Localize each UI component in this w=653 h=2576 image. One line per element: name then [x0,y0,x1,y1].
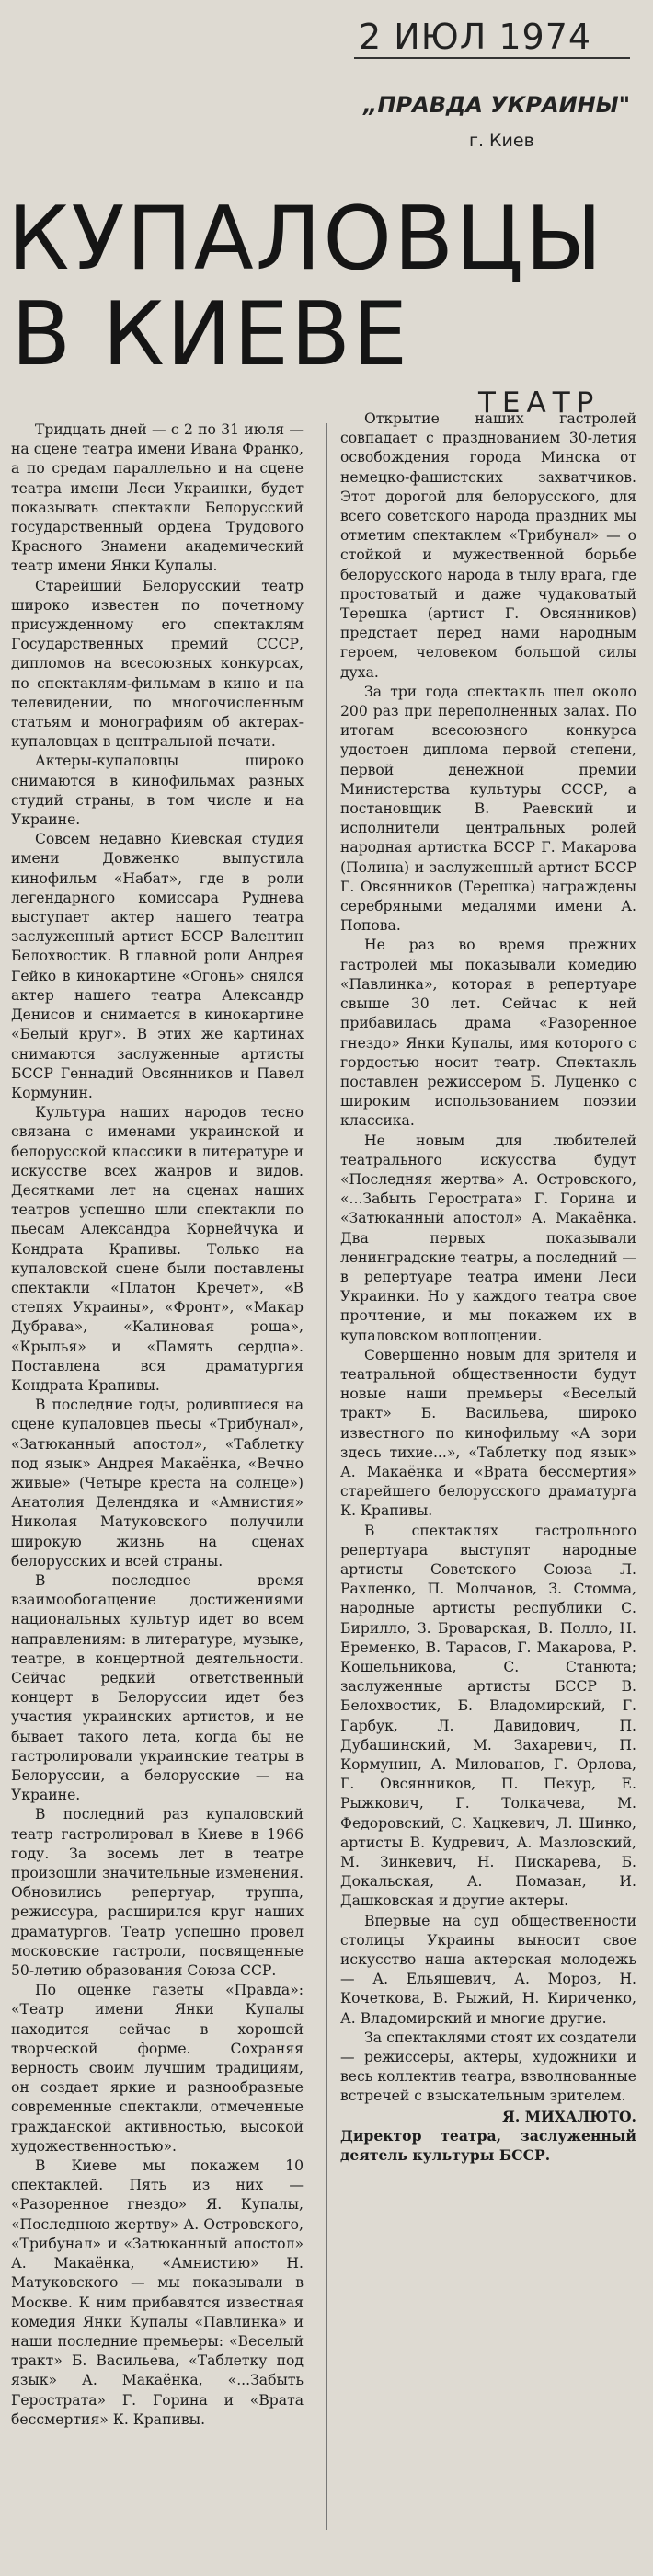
article-paragraph: За три года спектакль шел около 200 раз при переполненных залах. По итогам всесоюзного конкурса удостоен диплома первой степени, первой денежной премии Министерства культуры СССР, а постановщик В. Раевский и исполнители центральных ролей народная артистка БССР Г. Макарова (Полина) и заслуженный артист БССР Г. Овсянников (Терешка) награждены серебряными медалями имени А. Попова. [340,683,636,935]
article-paragraph: Впервые на суд общественности столицы Украины выносит свое искусство наша актерская молодежь — А. Ельяшевич, А. Мороз, Н. Кочеткова, В. Рыжий, Н. Кириченко, А. Владомирский и многие другие. [340,1912,636,2027]
author-title: Директор театра, заслуженный деятель культуры БССР. [340,2126,636,2165]
date-stamp: 2 ИЮЛ 1974 [359,17,592,57]
article-paragraph: В Киеве мы покажем 10 спектаклей. Пять из них — «Разоренное гнездо» Я. Купалы, «Последнюю жертву» А. Островского, «Трибунал» и «Затюканный апостол» А. Макаёнка, «Амнистию» Н. Матуковского — мы показывали в Москве. К ним прибавятся известная комедия Янки Купалы «Павлинка» и наши последние премьеры: «Веселый тракт» Б. Васильева, «Таблетку под язык» А. Макаёнка, «...Забыть Герострата» Г. Горина и «Врата бессмертия» К. Крапивы. [11,2157,304,2428]
article-paragraph: Совсем недавно Киевская студия имени Довженко выпустила кинофильм «Набат», где в роли легендарного комиссара Руднева выступает актер нашего театра заслуженный артист БССР Валентин Белохвостик. В главной роли Андрея Гейко в кинокартине «Огонь» снялся актер нашего театра Александр Денисов и снимается в кинокартине «Белый круг». В этих же картинах снимаются заслуженные артисты БССР Геннадий Овсянников и Павел Кормунин. [11,831,304,1101]
headline-line-2: В КИЕВЕ [11,284,410,385]
newspaper-source-stamp: „ПРАВДА УКРАИНЫ" [363,92,631,118]
column-divider [326,423,327,2530]
article-headline [7,189,642,385]
article-paragraph: Не раз во время прежних гастролей мы показывали комедию «Павлинка», которая в репертуаре свыше 30 лет. Сейчас к ней прибавилась драма «Разоренное гнездо» Янки Купалы, имя которого с гордостью носит театр. Спектакль поставлен режиссером Б. Луценко с широким использованием поэзии классика. [340,937,636,1130]
article-paragraph: Актеры-купаловцы широко снимаются в кинофильмах разных студий страны, в том числе и на Украине. [11,753,304,829]
article-paragraph: Совершенно новым для зрителя и театральной общественности будут новые наши премьеры «Веселый тракт» Б. Васильева, широко известного по кинофильму «А зори здесь тихие...», «Таблетку под язык» А. Макаёнка и «Врата бессмертия» старейшего белорусского драматурга К. Крапивы. [340,1346,636,1520]
rubric-label: ТЕАТР [478,386,601,420]
article-paragraph: Культура наших народов тесно связана с именами украинской и белорусской классики в литературе и искусстве всех жанров и видов. Десятками лет на сценах наших театров успешно шли спектакли по пьесам Александра Корнейчука и Кондрата Крапивы. Только на купаловской сцене были поставлены спектакли «Платон Кречет», «В степях Украины», «Фронт», «Макар Дубрава», «Калиновая роща», «Крылья» и «Память сердца». Поставлена вся драматургия Кондрата Крапивы. [11,1104,304,1394]
article-column-left [11,409,304,2430]
article-paragraph: По оценке газеты «Правда»: «Театр имени Янки Купалы находится сейчас в хорошей творческой форме. Сохраняя верность своим лучшим традициям, он создает яркие и разнообразные современные спектакли, отмеченные гражданской активностью, высокой художественностью». [11,1982,304,2155]
date-stamp-underline [354,57,630,59]
headline-line-1: КУПАЛОВЦЫ [7,189,604,290]
article-paragraph: В последние годы, родившиеся на сцене купаловцев пьесы «Трибунал», «Затюканный апостол», «Таблетку под язык» Андрея Макаёнка, «Вечно живые» (Четыре креста на солнце») Анатолия Делендяка и «Амнистия» Николая Матуковского получили широкую жизнь на сценах белорусских и всей страны. [11,1397,304,1570]
newspaper-city-stamp: г. Киев [469,131,534,151]
article-paragraph: Старейший Белорусский театр широко известен по почетному присужденному его спектаклям Государственных премий СССР, дипломов на всесоюзных конкурсах, по спектаклям-фильмам в кино и на телевидении, по многочисленным статьям и монографиям об актерах-купаловцах в центральной печати. [11,577,304,751]
article-paragraph: В последний раз купаловский театр гастролировал в Киеве в 1966 году. За восемь лет в театре произошли значительные изменения. Обновились репертуар, труппа, режиссура, расширился круг наших драматургов. Театр успешно провел московские гастроли, посвященные 50-летию образования Союза ССР. [11,1806,304,1980]
article-paragraph: За спектаклями стоят их создатели — режиссеры, актеры, художники и весь коллектив театра, взволнованные встречей с взыскательным зрителем. [340,2029,636,2105]
article-paragraph: Не новым для любителей театрального искусства будут «Последняя жертва» А. Островского, «...Забыть Герострата» Г. Горина и «Затюканный апостол» А. Макаёнка. Два первых показывали ленинградские театры, а последний — в репертуаре театра имени Леси Украинки. Но у каждого театра свое прочтение, и мы покажем их в купаловском воплощении. [340,1132,636,1344]
article-column-right [340,409,636,2165]
author-name: Я. МИХАЛЮТО. [502,2107,636,2125]
article-paragraph: Тридцать дней — с 2 по 31 июля — на сцене театра имени Ивана Франко, а по средам параллельно и на сцене театра имени Леси Украинки, будет показывать спектакли Белорусский государственный ордена Трудового Красного Знамени академический театр имени Янки Купалы. [11,421,304,575]
article-paragraph: Открытие наших гастролей совпадает с празднованием 30-летия освобождения города Минска от немецко-фашистских захватчиков. Этот дорогой для белорусского, для всего советского народа праздник мы отметим спектаклем «Трибунал» — о стойкой и мужественной борьбе белорусского народа в тылу врага, где простоватый и даже чудаковатый Терешка (артист Г. Овсянников) предстает перед нами народным героем, человеком большой силы духа. [340,410,636,681]
article-paragraph: В спектаклях гастрольного репертуара выступят народные артисты Советского Союза Л. Рахленко, П. Молчанов, З. Стомма, народные артисты республики С. Бирилло, З. Броварская, В. Полло, Н. Еременко, В. Тарасов, Г. Макарова, Р. Кошельникова, С. Станюта; заслуженные артисты БССР В. Белохвостик, Б. Владомирский, Г. Гарбук, Л. Давидович, П. Дубашинский, М. Захаревич, П. Кормунин, А. Милованов, Г. Орлова, Г. Овсянников, П. Пекур, Е. Рыжкович, Г. Толкачева, М. Федоровский, С. Хацкевич, Л. Шинко, артисты В. Кудревич, А. Мазловский, М. Зинкевич, Н. Пискарева, Б. Докальская, А. Помазан, И. Дашковская и другие актеры. [340,1522,636,1910]
article-paragraph: В последнее время взаимообогащение достижениями национальных культур идет во всем направлениям: в литературе, музыке, театре, в концертной деятельности. Сейчас редкий ответственный концерт в Белоруссии идет без участия украинских артистов, и не бывает такого лета, когда бы не гастролировали украинские театры в Белоруссии, а белорусские — на Украине. [11,1571,304,1804]
